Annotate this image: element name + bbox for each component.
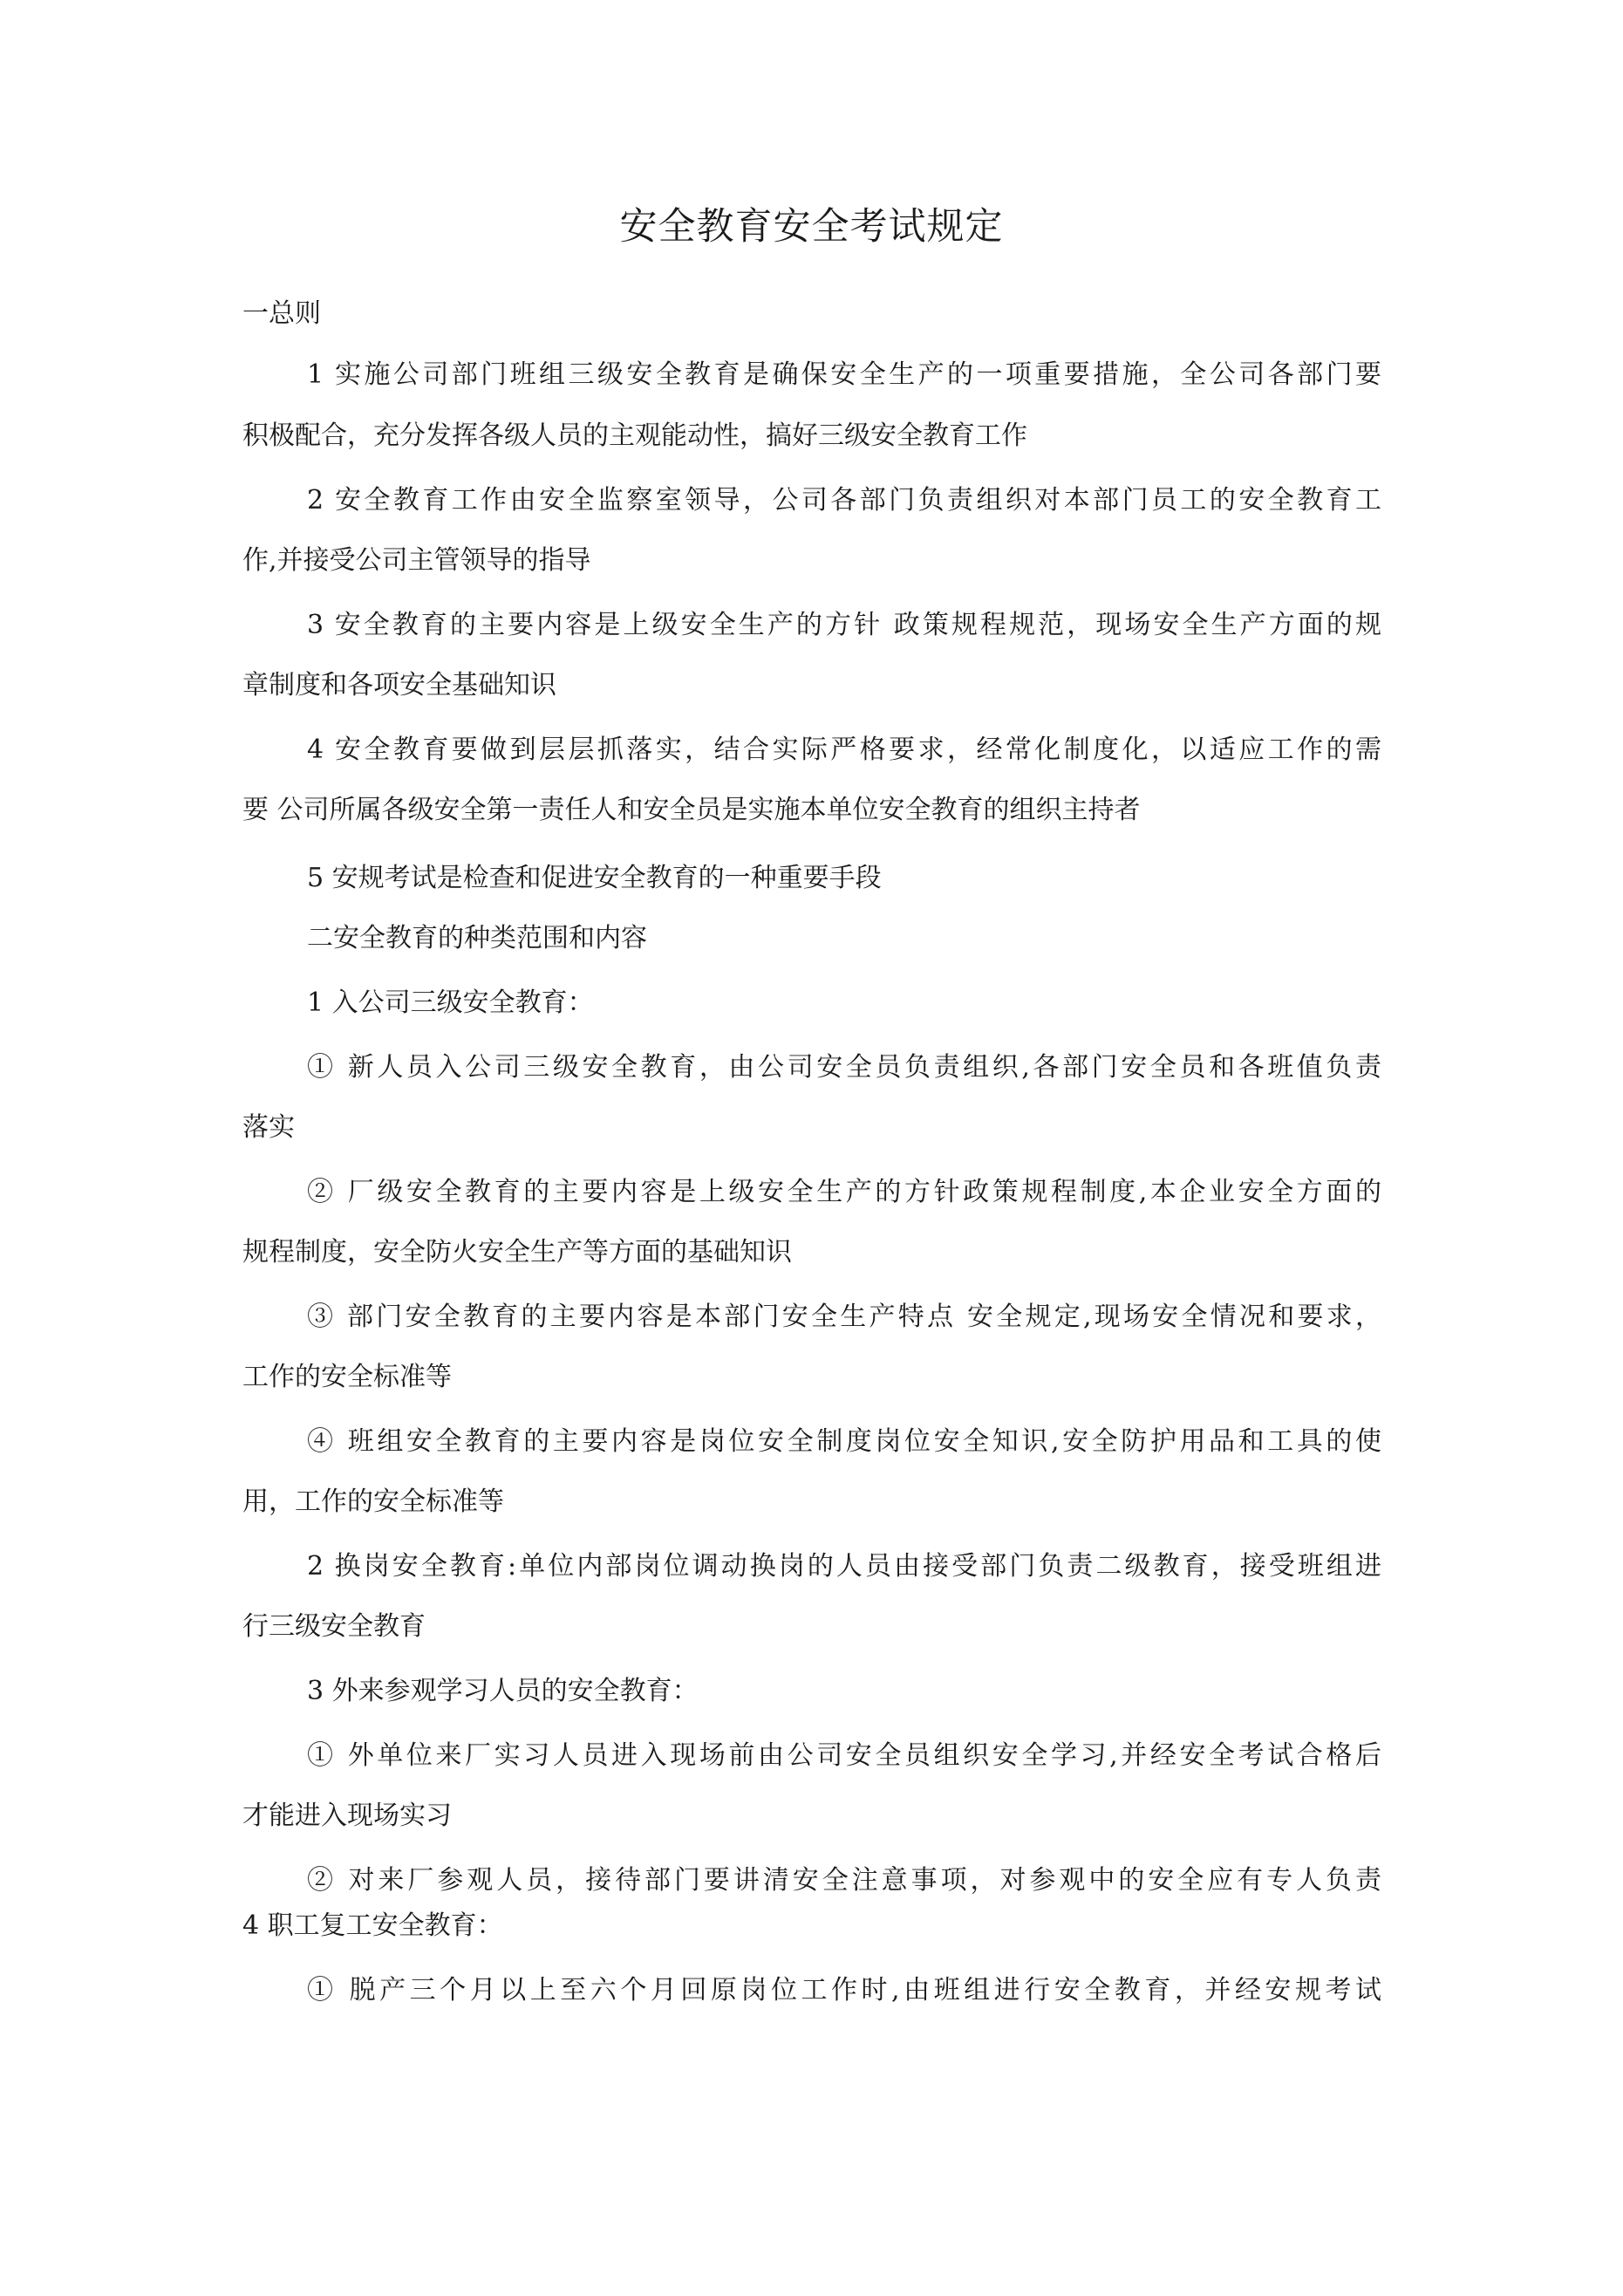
- paragraph-line: 规程制度，安全防火安全生产等方面的基础知识: [242, 1237, 792, 1268]
- paragraph-line: 积极配合，充分发挥各级人员的主观能动性，搞好三级安全教育工作: [242, 420, 1027, 451]
- section-heading: 一总则: [242, 298, 321, 329]
- subsection-heading: 4 职工复工安全教育：: [242, 1910, 503, 1941]
- paragraph-line: 落实: [242, 1112, 295, 1143]
- paragraph-line: ④ 班组安全教育的主要内容是岗位安全制度岗位安全知识,安全防护用品和工具的使: [307, 1426, 1381, 1457]
- paragraph-line: ② 对来厂参观人员，接待部门要讲清安全注意事项，对参观中的安全应有专人负责: [307, 1865, 1381, 1896]
- paragraph-line: ① 外单位来厂实习人员进入现场前由公司安全员组织安全学习,并经安全考试合格后: [307, 1740, 1381, 1771]
- paragraph-line: 3 安全教育的主要内容是上级安全生产的方针 政策规程规范，现场安全生产方面的规: [307, 610, 1381, 640]
- page-title: 安全教育安全考试规定: [619, 205, 1004, 249]
- paragraph-line: 作,并接受公司主管领导的指导: [242, 545, 591, 576]
- paragraph-line: 1 实施公司部门班组三级安全教育是确保安全生产的一项重要措施，全公司各部门要: [307, 359, 1381, 390]
- paragraph-line: 2 安全教育工作由安全监察室领导，公司各部门负责组织对本部门员工的安全教育工: [307, 485, 1381, 516]
- paragraph-line: ③ 部门安全教育的主要内容是本部门安全生产特点 安全规定,现场安全情况和要求，: [307, 1302, 1381, 1332]
- paragraph-line: 4 安全教育要做到层层抓落实，结合实际严格要求，经常化制度化，以适应工作的需: [307, 735, 1381, 765]
- section-heading: 二安全教育的种类范围和内容: [307, 923, 647, 953]
- paragraph-line: 行三级安全教育: [242, 1611, 426, 1642]
- paragraph-line: ② 厂级安全教育的主要内容是上级安全生产的方针政策规程制度,本企业安全方面的: [307, 1177, 1381, 1207]
- paragraph-line: 才能进入现场实习: [242, 1801, 452, 1831]
- subsection-heading: 3 外来参观学习人员的安全教育：: [307, 1676, 699, 1706]
- subsection-heading: 1 入公司三级安全教育：: [307, 987, 594, 1018]
- paragraph-line: 要 公司所属各级安全第一责任人和安全员是实施本单位安全教育的组织主持者: [242, 795, 1141, 825]
- paragraph-line: 章制度和各项安全基础知识: [242, 670, 556, 700]
- paragraph-line: 工作的安全标准等: [242, 1362, 452, 1392]
- paragraph-line: 5 安规考试是检查和促进安全教育的一种重要手段: [307, 863, 882, 893]
- paragraph-line: ① 新人员入公司三级安全教育，由公司安全员负责组织,各部门安全员和各班值负责: [307, 1052, 1381, 1083]
- paragraph-line: 2 换岗安全教育:单位内部岗位调动换岗的人员由接受部门负责二级教育，接受班组进: [307, 1551, 1381, 1582]
- paragraph-line: ① 脱产三个月以上至六个月回原岗位工作时,由班组进行安全教育，并经安规考试: [307, 1975, 1381, 2006]
- paragraph-line: 用，工作的安全标准等: [242, 1486, 504, 1517]
